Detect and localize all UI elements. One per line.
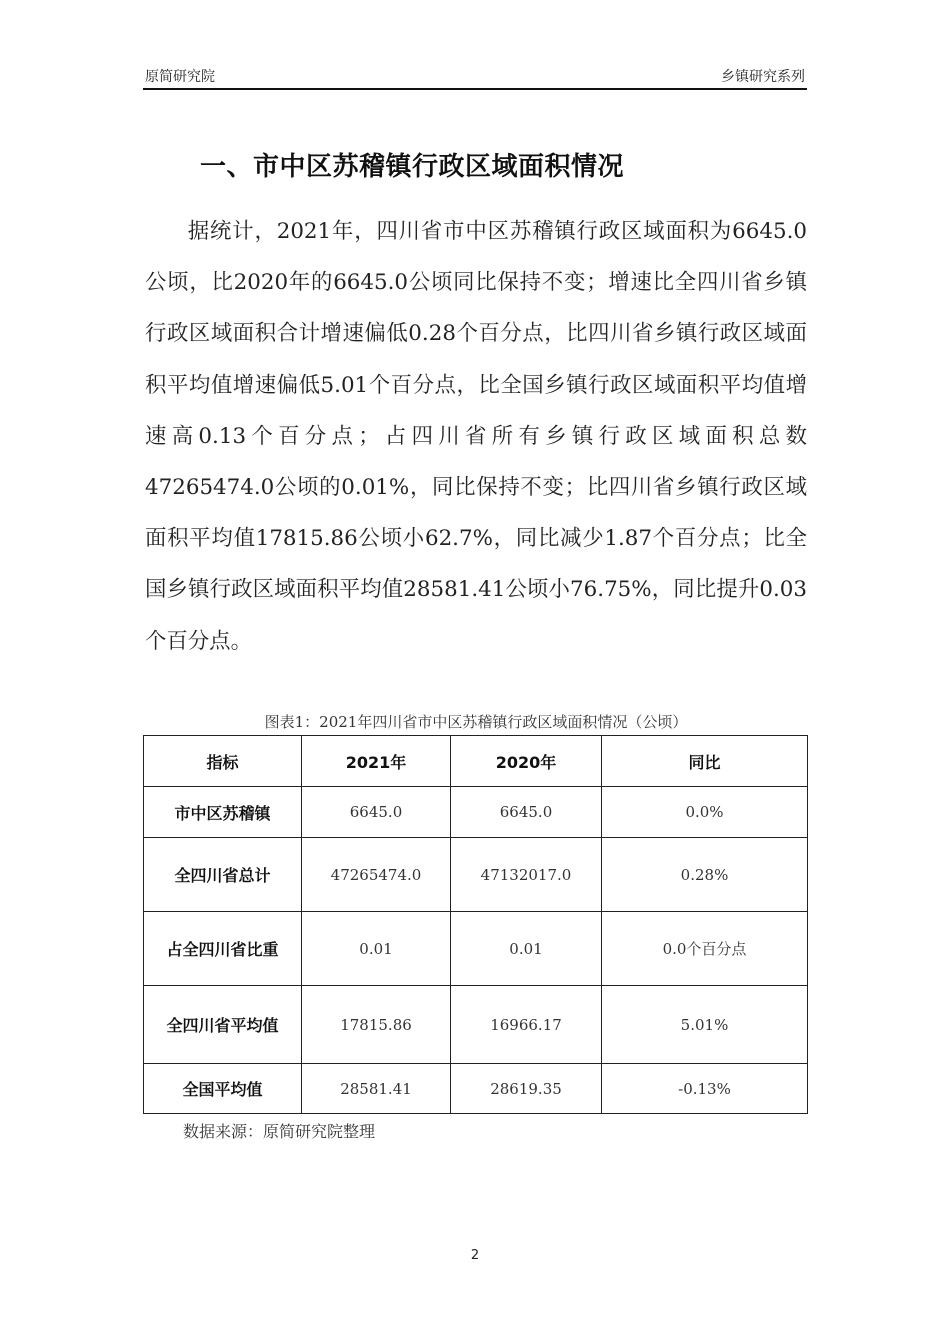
area-data-table (143, 735, 808, 1114)
header-series-name: 乡镇研究系列 (721, 69, 805, 85)
row-label: 全四川省平均值 (144, 986, 302, 1064)
header-cell-2021: 2021年 (302, 736, 451, 787)
cell-2020: 16966.17 (451, 986, 602, 1064)
cell-yoy: 5.01% (602, 986, 808, 1064)
table-row (144, 1064, 808, 1114)
data-source-note: 数据来源：原简研究院整理 (183, 1122, 376, 1141)
table-row (144, 838, 808, 912)
table-header-row (144, 736, 808, 787)
row-label: 全国平均值 (144, 1064, 302, 1114)
cell-2020: 0.01 (451, 912, 602, 986)
cell-2020: 28619.35 (451, 1064, 602, 1114)
cell-yoy: 0.0个百分点 (602, 912, 808, 986)
row-label: 市中区苏稽镇 (144, 787, 302, 838)
header-cell-yoy: 同比 (602, 736, 808, 787)
cell-2020: 6645.0 (451, 787, 602, 838)
header-cell-2020: 2020年 (451, 736, 602, 787)
header-divider (143, 88, 807, 90)
cell-2021: 28581.41 (302, 1064, 451, 1114)
cell-2020: 47132017.0 (451, 838, 602, 912)
cell-2021: 17815.86 (302, 986, 451, 1064)
body-paragraph: 据统计，2021年，四川省市中区苏稽镇行政区域面积为6645.0公顷，比2020年的6645.0公顷同比保持不变；增速比全四川省乡镇行政区域面积合计增速偏低0.28个百分点，比四川省乡镇行政区域面积平均值增速偏低5.01个百分点，比全国乡镇行政区域面积平均值增速高0.13个百分点；占四川省所有乡镇行政区域面积总数47265474.0公顷的0.01%，同比保持不变；比四川省乡镇行政区域面积平均值17815.86公顷小62.7%，同比减少1.87个百分点；比全国乡镇行政区域面积平均值28581.41公顷小76.75%，同比提升0.03个百分点。 (145, 219, 807, 654)
table-row (144, 787, 808, 838)
header-cell-indicator: 指标 (144, 736, 302, 787)
header-org-name: 原简研究院 (145, 69, 215, 85)
table-row (144, 986, 808, 1064)
cell-yoy: 0.0% (602, 787, 808, 838)
table-row (144, 912, 808, 986)
cell-2021: 0.01 (302, 912, 451, 986)
page-number: 2 (470, 1248, 480, 1263)
row-label: 全四川省总计 (144, 838, 302, 912)
cell-yoy: -0.13% (602, 1064, 808, 1114)
section-title: 一、市中区苏稽镇行政区域面积情况 (200, 152, 625, 182)
cell-2021: 47265474.0 (302, 838, 451, 912)
cell-yoy: 0.28% (602, 838, 808, 912)
cell-2021: 6645.0 (302, 787, 451, 838)
table-caption: 图表1：2021年四川省市中区苏稽镇行政区域面积情况（公顷） (264, 713, 688, 731)
row-label: 占全四川省比重 (144, 912, 302, 986)
